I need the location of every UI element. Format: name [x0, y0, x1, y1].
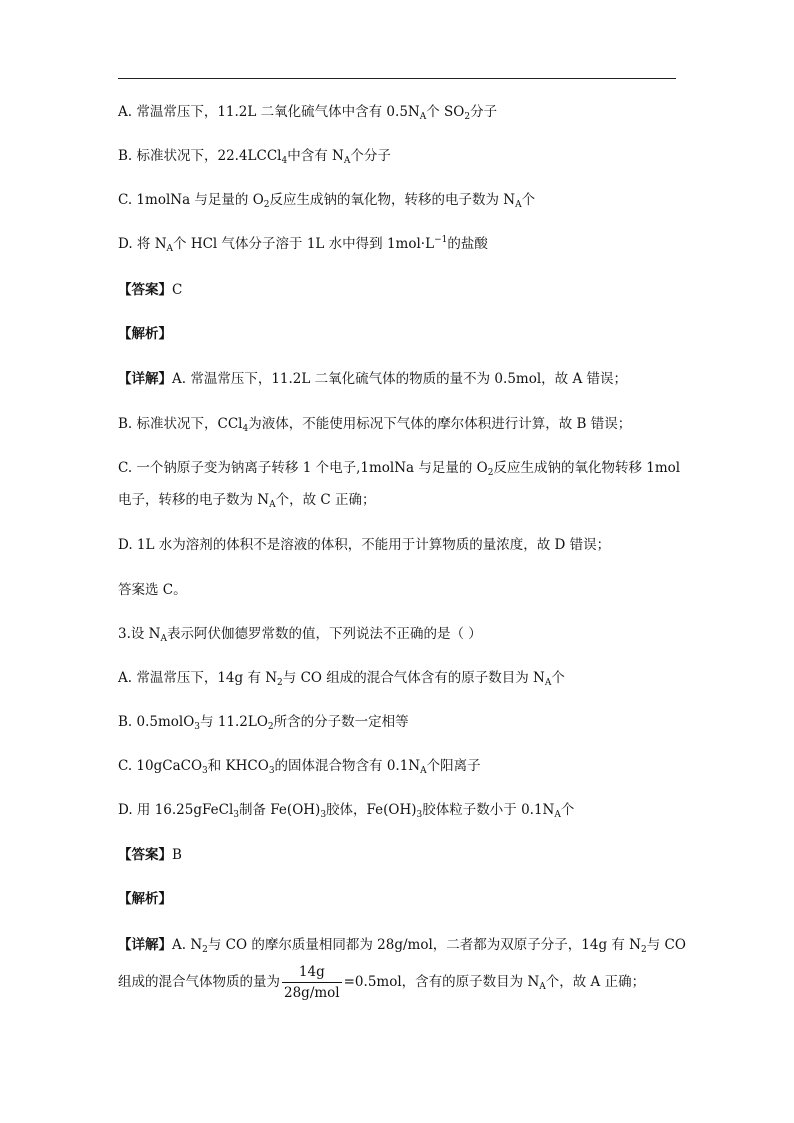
q3-detail-a-line1: 【详解】A. $N_2$与 CO 的摩尔质量相同都为 28g/mol，二者都为双原子分子，14g 有 $N_2$与 CO	[118, 937, 686, 955]
q2-option-d: D. 将 $N_A$个 HCl 气体分子溶于 1L 水中得到 $1mol\cdot L^{-1}$的盐酸	[118, 235, 488, 254]
q2-detail-b: B. 标准状况下，CCl$_4$为液体，不能使用标况下气体的摩尔体积进行计算，故 B 错误；	[118, 416, 632, 434]
q2-option-a: A. 常温常压下，11.2L 二氧化硫气体中含有 $0.5N_A$个 $SO_2$分子	[118, 104, 498, 122]
q2-detail-d: D. 1L 水为溶剂的体积不是溶液的体积，不能用于计算物质的量浓度，故 D 错误；	[118, 537, 611, 553]
q3-detail-a-line2: 组成的混合气体物质的量为 $\frac{14g}{\text{28g/mol}}$ =0.5mol，含有的原子数目为 $N_A$个，故 A 正确；	[118, 964, 646, 1001]
q2-answer: 【答案】C	[118, 282, 183, 298]
fraction-denominator: 28g/mol	[284, 985, 340, 1001]
q3-answer: 【答案】B	[118, 847, 182, 863]
q2-detail-c-line2: 电子，转移的电子数为 $N_A$个，故 C 正确；	[118, 492, 376, 510]
fraction-numerator: 14g	[282, 964, 342, 983]
q2-analysis-heading: 【解析】	[118, 326, 172, 342]
q3-option-c: C. 10gCaCO$_3$和 $KHCO_3$的固体混合物含有 $0.1N_A$个阳离子	[118, 758, 481, 776]
q2-option-c: C. 1molNa 与足量的 $O_2$反应生成钠的氧化物，转移的电子数为 $N_A$个	[118, 192, 536, 210]
q3-option-b: B. 0.5molO$_3$与 $11.2LO_2$所含的分子数一定相等	[118, 714, 409, 732]
header-rule	[118, 78, 676, 79]
q3-option-a: A. 常温常压下，14g 有 $N_2$与 CO 组成的混合气体含有的原子数目为 $N_A$个	[118, 670, 565, 688]
q3-analysis-heading: 【解析】	[118, 891, 172, 907]
q2-option-b: B. 标准状况下，22.4LCCl$_4$中含有 $N_A$个分子	[118, 148, 391, 166]
q2-detail-c-line1: C. 一个钠原子变为钠离子转移 1 个电子,1molNa 与足量的 $O_2$反应生成钠的氧化物转移 1mol	[118, 460, 681, 478]
q3-stem: 3.设 $N_A$表示阿伏伽德罗常数的值，下列说法不正确的是（ ）	[118, 626, 482, 644]
fraction	[282, 964, 342, 1001]
q2-conclusion: 答案选 C。	[118, 582, 187, 598]
q2-detail-a: 【详解】A. 常温常压下，11.2L 二氧化硫气体的物质的量不为 0.5mol，故 A 错误；	[118, 371, 627, 387]
q3-option-d: D. 用 16.25gFeCl$_3$制备 $Fe(OH)_3$胶体，$Fe(OH)_3$胶体粒子数小于 $0.1N_A$个	[118, 802, 575, 820]
